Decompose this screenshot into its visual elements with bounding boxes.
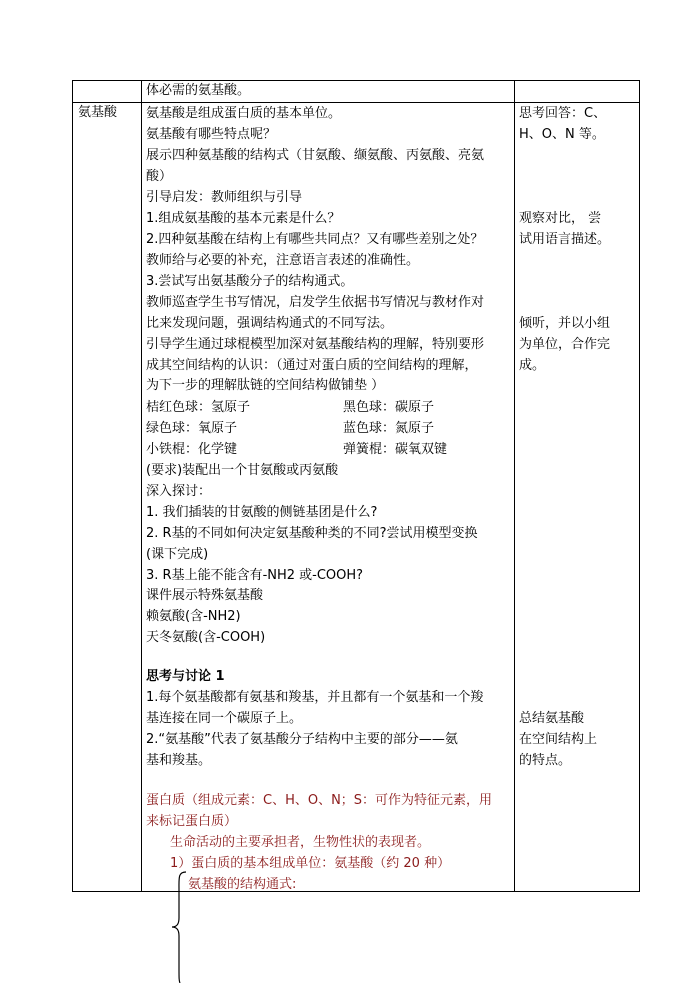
content-line: 引导学生通过球棍模型加深对氨基酸结构的理解，特别要形 — [146, 337, 485, 352]
student-activity-line: 在空间结构上 — [519, 732, 598, 747]
student-activity-line: 为单位，合作完 — [519, 337, 611, 352]
content-line: (要求)装配出一个甘氨酸或丙氨酸 — [146, 463, 339, 478]
student-activity-line: 思考回答：C、 — [519, 106, 607, 121]
student-activity-line: 总结氨基酸 — [519, 711, 585, 726]
discussion-line: 1.每个氨基酸都有氨基和羧基，并且都有一个氨基和一个羧 — [146, 690, 484, 705]
legend-item: 黑色球：碳原子 — [343, 400, 435, 415]
legend-item: 弹簧棍：碳氧双键 — [343, 442, 448, 457]
protein-unit-line: 1）蛋白质的基本组成单位：氨基酸（约 20 种） — [170, 856, 451, 871]
discussion-line: 基连接在同一个碳原子上。 — [146, 711, 303, 726]
formula-line: 氨基酸的结构通式: — [188, 877, 297, 892]
content-line: 3. R基上能不能含有-NH2 或-COOH? — [146, 568, 364, 583]
content-line: 教师给与必要的补充，注意语言表述的准确性。 — [146, 253, 420, 268]
content-line: 2.四种氨基酸在结构上有哪些共同点？又有哪些差别之处？ — [146, 232, 484, 247]
content-line: 天冬氨酸(含-COOH) — [146, 630, 266, 645]
content-line: 氨基酸有哪些特点呢？ — [146, 127, 277, 142]
content-line: 赖氨酸(含-NH2) — [146, 609, 241, 624]
content-line: 1.组成氨基酸的基本元素是什么？ — [146, 211, 341, 226]
discussion-line: 基和羧基。 — [146, 753, 212, 768]
student-activity-line: 的特点。 — [519, 753, 572, 768]
column-divider-1 — [141, 81, 142, 891]
column-divider-2 — [514, 81, 515, 891]
content-line: 1. 我们插装的甘氨酸的侧链基团是什么? — [146, 505, 378, 520]
discussion-title: 思考与讨论 1 — [146, 669, 225, 684]
content-line: 3.尝试写出氨基酸分子的结构通式。 — [146, 274, 354, 289]
student-activity-line: 倾听，并以小组 — [519, 316, 611, 331]
student-activity-line: 试用语言描述。 — [519, 232, 611, 247]
row0-content: 体必需的氨基酸。 — [146, 83, 251, 98]
content-line: 比来发现问题，强调结构通式的不同写法。 — [146, 316, 394, 331]
student-activity-line: 观察对比， 尝 — [519, 211, 602, 226]
content-line: 引导启发：教师组织与引导 — [146, 190, 303, 205]
protein-function-line: 生命活动的主要承担者，生物性状的表现者。 — [170, 835, 431, 850]
content-line: 氨基酸是组成蛋白质的基本单位。 — [146, 106, 342, 121]
left-brace-icon — [170, 870, 194, 983]
content-line: (课下完成) — [146, 547, 209, 562]
content-line: 课件展示特殊氨基酸 — [146, 588, 264, 603]
content-line: 教师巡查学生书写情况，启发学生依据书写情况与教材作对 — [146, 295, 485, 310]
row1-topic: 氨基酸 — [78, 105, 118, 120]
content-line: 成其空间结构的认识：（通过对蛋白质的空间结构的理解， — [146, 358, 478, 373]
student-activity-line: 成。 — [519, 358, 546, 373]
content-line: 深入探讨： — [146, 484, 212, 499]
protein-line: 蛋白质（组成元素：C、H、O、N；S：可作为特征元素，用 — [146, 793, 493, 808]
content-line: 展示四种氨基酸的结构式（甘氨酸、缬氨酸、丙氨酸、亮氨 — [146, 148, 485, 163]
student-activity-line: H、O、N 等。 — [519, 127, 605, 142]
legend-item: 蓝色球：氮原子 — [343, 421, 435, 436]
legend-item: 绿色球：氧原子 — [146, 421, 238, 436]
legend-item: 小铁棍：化学键 — [146, 442, 238, 457]
content-line: 2. R基的不同如何决定氨基酸种类的不同?尝试用模型变换 — [146, 526, 478, 541]
legend-item: 桔红色球：氢原子 — [146, 400, 251, 415]
protein-line: 来标记蛋白质） — [146, 814, 238, 829]
discussion-line: 2.“氨基酸”代表了氨基酸分子结构中主要的部分——氨 — [146, 732, 458, 747]
content-line: 为下一步的理解肽链的空间结构做铺垫 ） — [146, 378, 385, 393]
content-line: 酸） — [146, 169, 173, 184]
